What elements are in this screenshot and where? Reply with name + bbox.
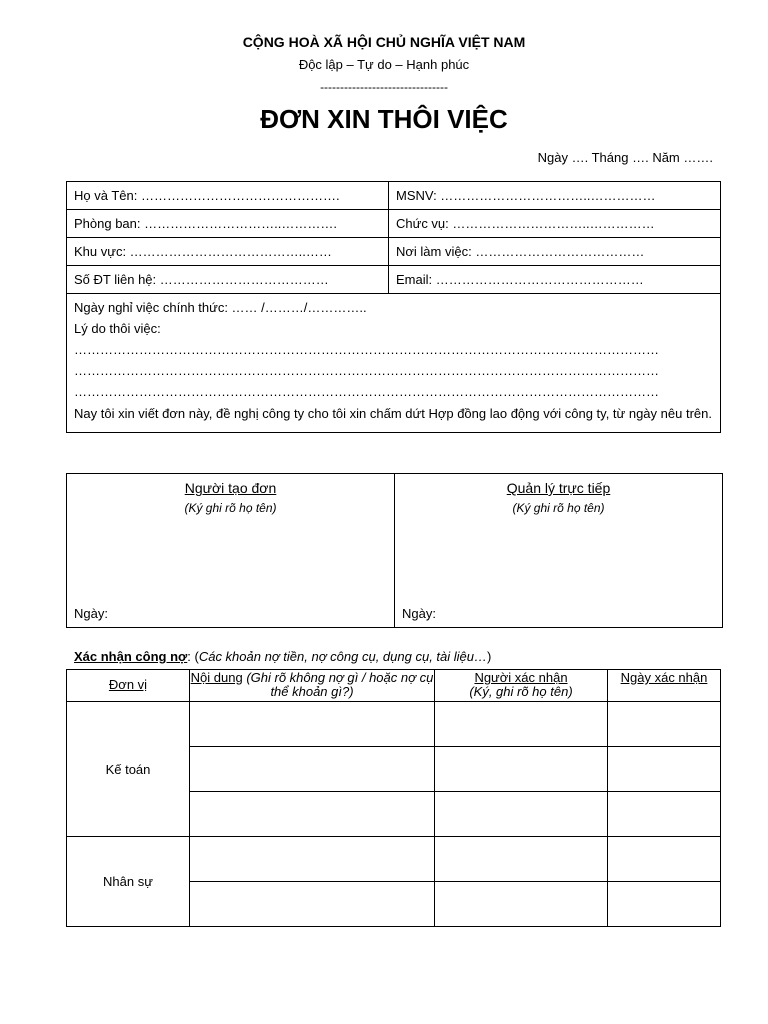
debt-cell[interactable] <box>608 837 721 882</box>
debt-cell[interactable] <box>435 702 608 747</box>
employee-info-table <box>66 181 721 433</box>
leave-details <box>67 294 721 433</box>
col-unit-label: Đơn vị <box>108 677 148 692</box>
debt-cell[interactable] <box>190 747 435 792</box>
name-field[interactable]: Họ và Tên: ………………………………………. <box>67 182 389 210</box>
col-content-label: Nội dung <box>190 670 243 685</box>
manager-label: Quản lý trực tiếp <box>506 480 611 496</box>
manager-day-label: Ngày: <box>402 606 436 621</box>
form-title: ĐƠN XIN THÔI VIỆC <box>260 104 508 134</box>
msnv-field[interactable]: MSNV: ……………………………..…………… <box>389 182 721 210</box>
request-text: Nay tôi xin viết đơn này, đề nghị công ty cho tôi xin chấm dứt Hợp đồng lao động với công ty, từ ngày nêu trên. <box>74 406 712 421</box>
debt-confirmation-caption <box>74 649 491 664</box>
email-field[interactable]: Email: ………………………………………… <box>389 266 721 294</box>
area-field[interactable]: Khu vực: …………………………………..…… <box>67 238 389 266</box>
nation-heading: CỘNG HOÀ XÃ HỘI CHỦ NGHĨA VIỆT NAM <box>242 34 526 50</box>
debt-table <box>66 669 721 927</box>
leave-date-field[interactable]: Ngày nghỉ việc chính thức: …… /………/………….. <box>74 300 367 315</box>
applicant-signature-box[interactable] <box>67 474 395 628</box>
manager-signature-box[interactable] <box>395 474 723 628</box>
workplace-field[interactable]: Nơi làm việc: ………………………………… <box>389 238 721 266</box>
debt-cell[interactable] <box>435 792 608 837</box>
motto: Độc lập – Tự do – Hạnh phúc <box>298 57 470 72</box>
department-field[interactable]: Phòng ban: …………………………..…………. <box>67 210 389 238</box>
col-content-header <box>190 670 435 702</box>
debt-cell[interactable] <box>435 882 608 927</box>
caption-open: : ( <box>187 649 199 664</box>
col-unit-header <box>67 670 190 702</box>
manager-sign-note: (Ký ghi rõ họ tên) <box>512 501 605 515</box>
reason-line-2[interactable]: ……………………………………………………………………………………………………………………… <box>74 363 659 378</box>
reason-label: Lý do thôi việc: <box>74 321 161 336</box>
unit-hr: Nhân sự <box>67 837 190 927</box>
debt-cell[interactable] <box>190 882 435 927</box>
debt-cell[interactable] <box>435 747 608 792</box>
debt-cell[interactable] <box>608 702 721 747</box>
unit-accounting: Kế toán <box>67 702 190 837</box>
col-confirmer-header <box>435 670 608 702</box>
debt-cell[interactable] <box>190 792 435 837</box>
applicant-sign-note: (Ký ghi rõ họ tên) <box>184 501 277 515</box>
debt-cell[interactable] <box>435 837 608 882</box>
col-date-header <box>608 670 721 702</box>
debt-cell[interactable] <box>608 882 721 927</box>
col-date-label: Ngày xác nhận <box>620 670 708 685</box>
col-confirmer-note: (Ký, ghi rõ họ tên) <box>469 684 573 699</box>
debt-confirmation-desc: Các khoản nợ tiền, nợ công cụ, dụng cụ, tài liệu… <box>198 649 487 664</box>
col-confirmer-label: Người xác nhận <box>474 670 568 685</box>
position-field[interactable]: Chức vụ: …………………………..…………… <box>389 210 721 238</box>
debt-cell[interactable] <box>608 792 721 837</box>
col-content-note: (Ghi rõ không nợ gì / hoặc nợ cụ thể khoản gì?) <box>242 670 434 699</box>
applicant-label: Người tạo đơn <box>184 480 277 496</box>
debt-cell[interactable] <box>190 702 435 747</box>
form-date: Ngày …. Tháng …. Năm ……. <box>537 150 713 165</box>
phone-field[interactable]: Số ĐT liên hệ: ………………………………… <box>67 266 389 294</box>
signature-table <box>66 473 723 628</box>
applicant-day-label: Ngày: <box>74 606 108 621</box>
debt-cell[interactable] <box>190 837 435 882</box>
reason-line-1[interactable]: ……………………………………………………………………………………………………………………… <box>74 342 659 357</box>
debt-confirmation-label: Xác nhận công nợ <box>74 649 188 664</box>
debt-cell[interactable] <box>608 747 721 792</box>
caption-close: ) <box>487 649 492 664</box>
reason-line-3[interactable]: ……………………………………………………………………………………………………………………… <box>74 384 659 399</box>
divider: -------------------------------- <box>320 80 448 94</box>
